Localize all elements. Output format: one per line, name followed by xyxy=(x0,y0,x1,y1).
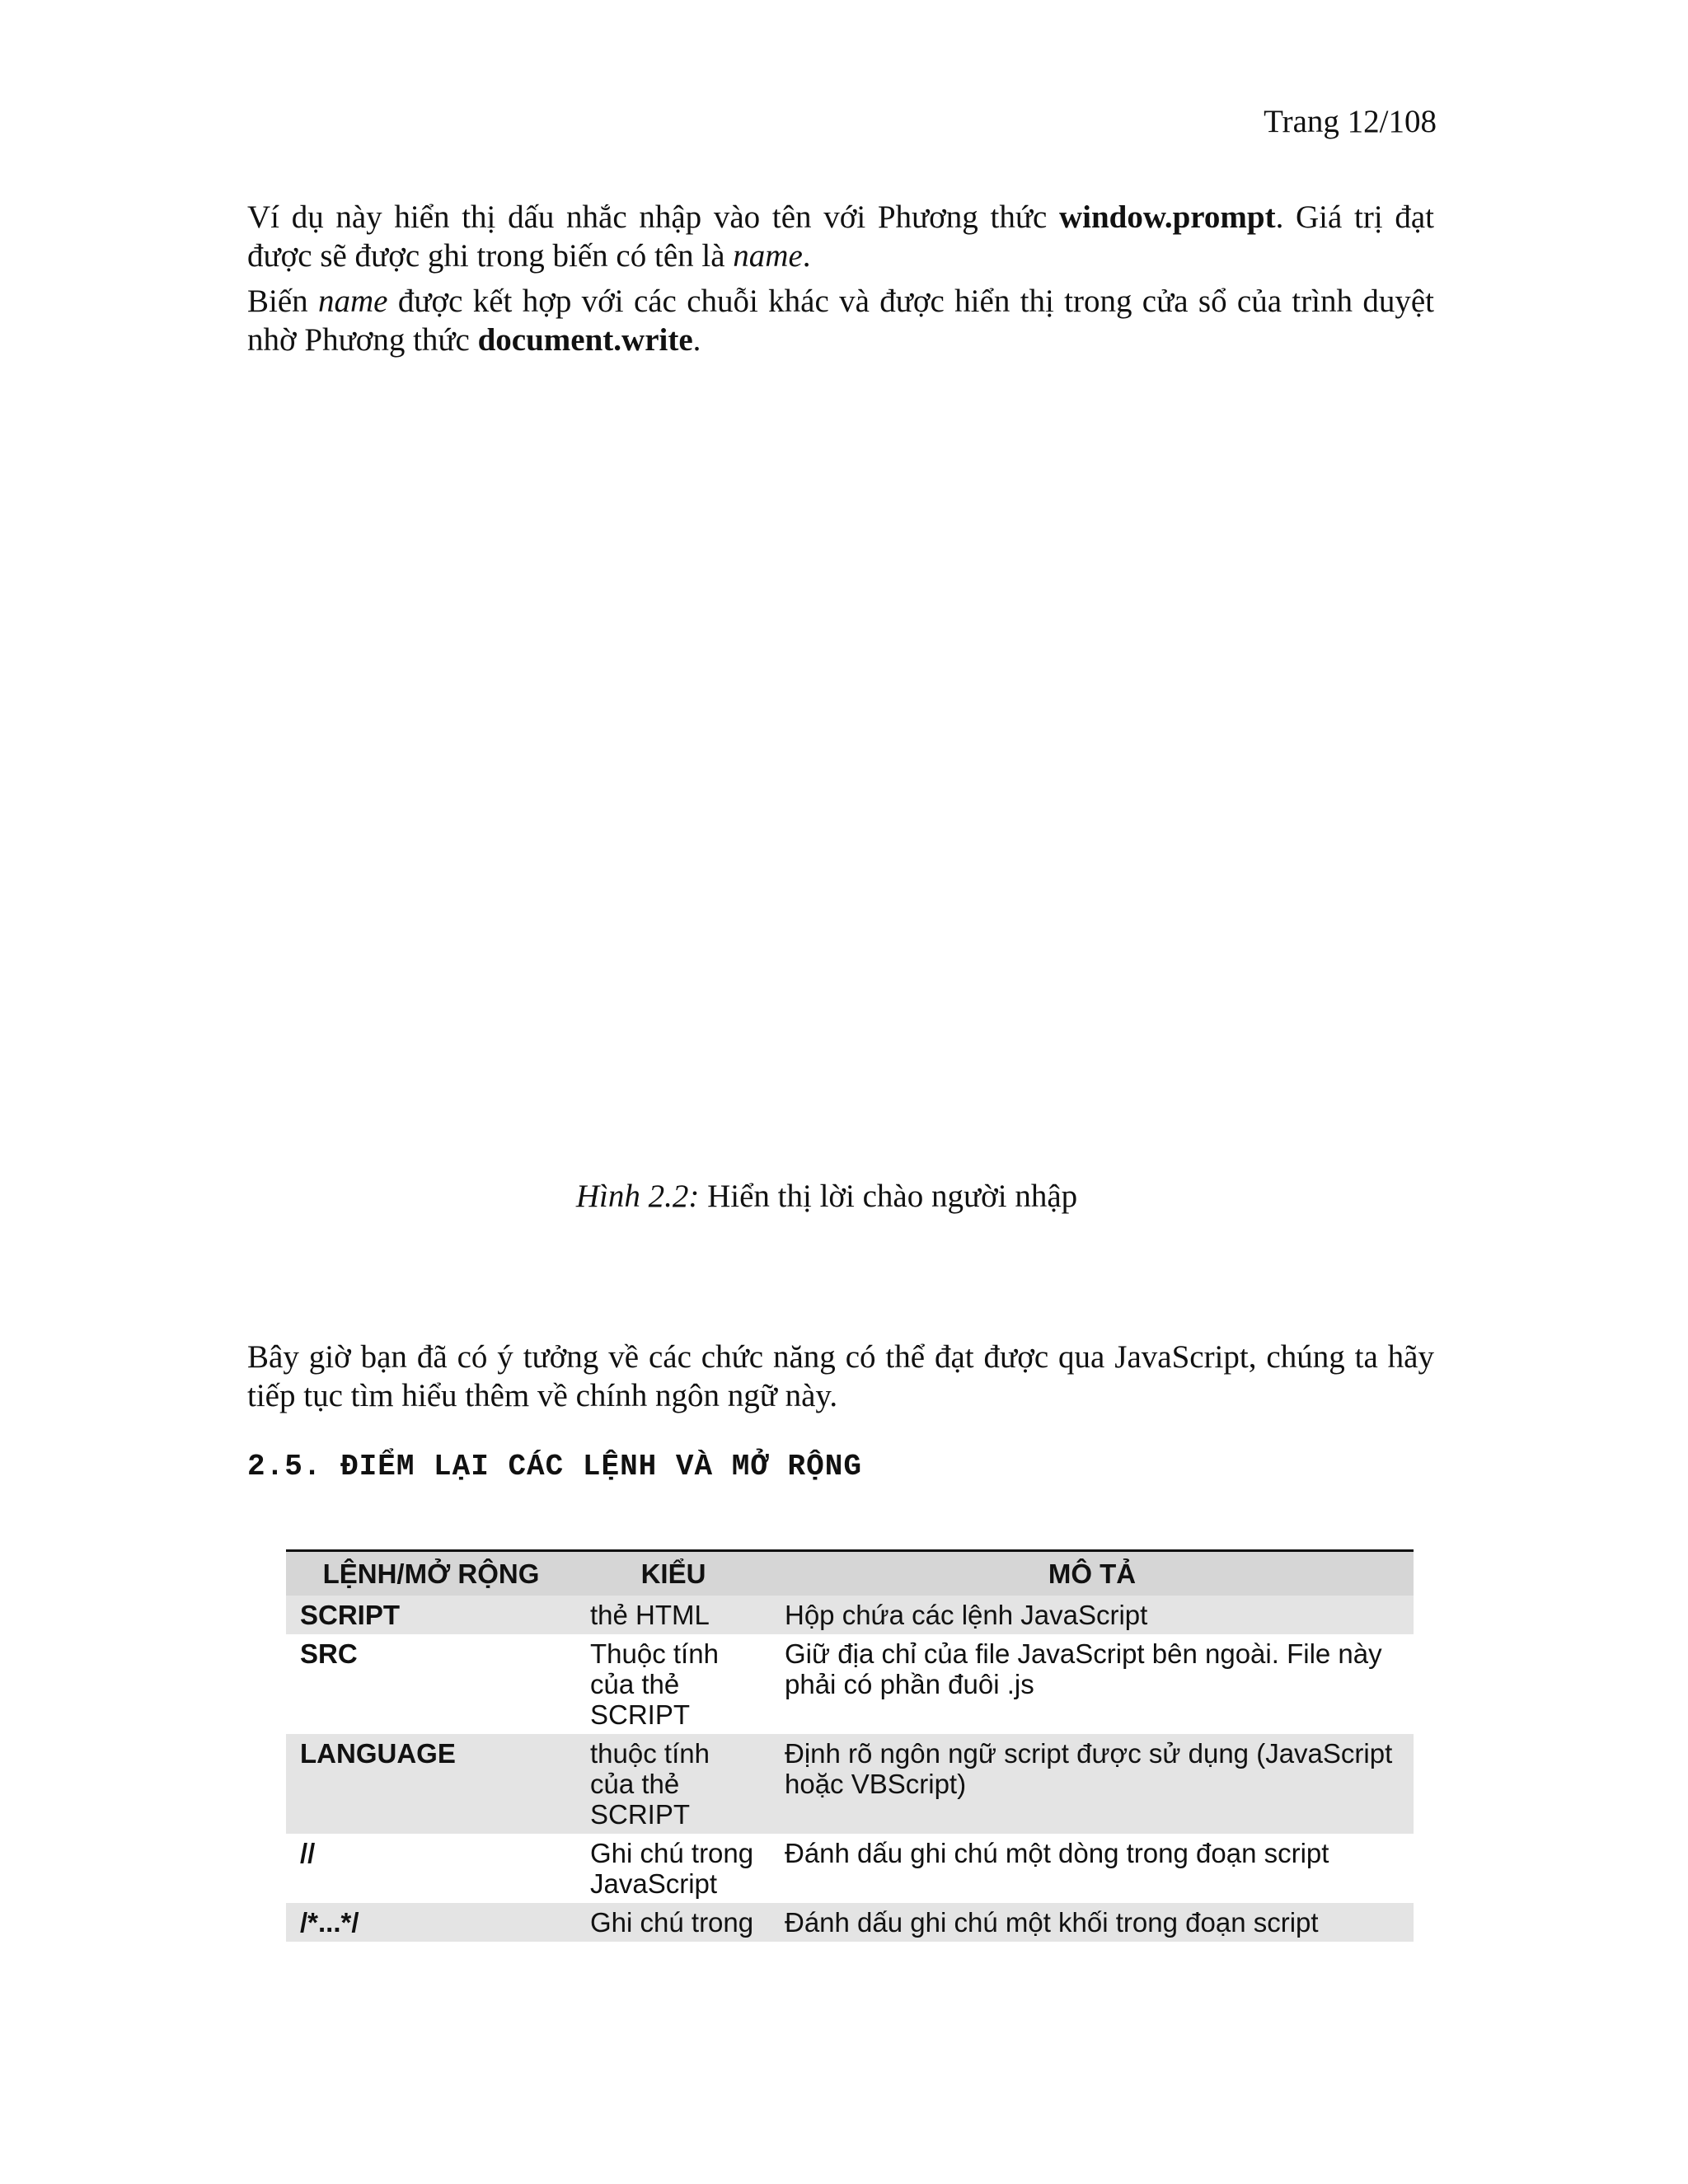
figure-caption-text: Hiển thị lời chào người nhập xyxy=(699,1179,1078,1214)
cell-type: thẻ HTML xyxy=(576,1596,771,1634)
p1-text-before: Ví dụ này hiển thị dấu nhắc nhập vào tên với Phương thức xyxy=(247,199,1059,235)
p1-variable-name: name xyxy=(733,238,803,274)
cell-type: Thuộc tính của thẻ SCRIPT xyxy=(590,1638,719,1730)
cell-description: Định rõ ngôn ngữ script được sử dụng (JavaScript hoặc VBScript) xyxy=(771,1734,1414,1834)
cell-description: Hộp chứa các lệnh JavaScript xyxy=(771,1596,1414,1634)
figure-caption-label: Hình 2.2: xyxy=(575,1179,700,1214)
cell-description: Đánh dấu ghi chú một dòng trong đoạn script xyxy=(785,1838,1329,1868)
table-row xyxy=(286,1734,1414,1834)
commands-table-container xyxy=(286,1549,1414,1968)
header-type: KIỂU xyxy=(576,1552,771,1596)
section-heading: 2.5. ĐIỂM LẠI CÁC LỆNH VÀ MỞ RỘNG xyxy=(247,1450,862,1483)
header-command: LỆNH/MỞ RỘNG xyxy=(286,1552,576,1596)
intro-paragraph-1 xyxy=(247,198,1434,275)
cell-command: SCRIPT xyxy=(286,1596,576,1634)
table-row xyxy=(286,1834,1414,1903)
cell-command: SRC xyxy=(300,1638,358,1669)
page-number: Trang 12/108 xyxy=(1264,104,1437,139)
table-row xyxy=(286,1903,1414,1942)
table-row xyxy=(286,1634,1414,1734)
cell-type: Ghi chú trong xyxy=(576,1903,771,1942)
cell-description: Đánh dấu ghi chú một khối trong đoạn script xyxy=(771,1903,1414,1942)
p1-text-after: . xyxy=(802,238,811,274)
table-row xyxy=(286,1596,1414,1634)
cell-command: // xyxy=(300,1838,316,1868)
header-description: MÔ TẢ xyxy=(771,1552,1414,1596)
commands-table xyxy=(286,1552,1414,1942)
p1-method-window-prompt: window.prompt xyxy=(1058,199,1276,235)
p1-text-middle: . Giá trị đạt được sẽ được ghi trong biến có tên là xyxy=(247,199,1434,274)
p2-method-document-write: document.write xyxy=(477,322,693,358)
p2-variable-name: name xyxy=(318,284,388,319)
p2-text-after: . xyxy=(692,322,701,358)
table-header xyxy=(286,1552,1414,1596)
body-paragraph: Bây giờ bạn đã có ý tưởng về các chức năng có thể đạt được qua JavaScript, chúng ta hãy tiếp tục tìm hiểu thêm về chính ngôn ngữ này. xyxy=(247,1339,1434,1413)
intro-paragraph-2 xyxy=(247,282,1434,359)
cell-description: Giữ địa chỉ của file JavaScript bên ngoài. File này phải có phần đuôi .js xyxy=(785,1638,1382,1699)
cell-command: LANGUAGE xyxy=(286,1734,576,1834)
cell-command: /*...*/ xyxy=(286,1903,576,1942)
cell-type: thuộc tính của thẻ SCRIPT xyxy=(576,1734,771,1834)
p2-text-before: Biến xyxy=(247,284,318,319)
cell-type: Ghi chú trong JavaScript xyxy=(590,1838,754,1899)
figure-caption xyxy=(0,1177,1653,1216)
p2-text-middle: được kết hợp với các chuỗi khác và được hiển thị trong cửa sổ của trình duyệt nhờ Phương thức xyxy=(247,284,1434,358)
